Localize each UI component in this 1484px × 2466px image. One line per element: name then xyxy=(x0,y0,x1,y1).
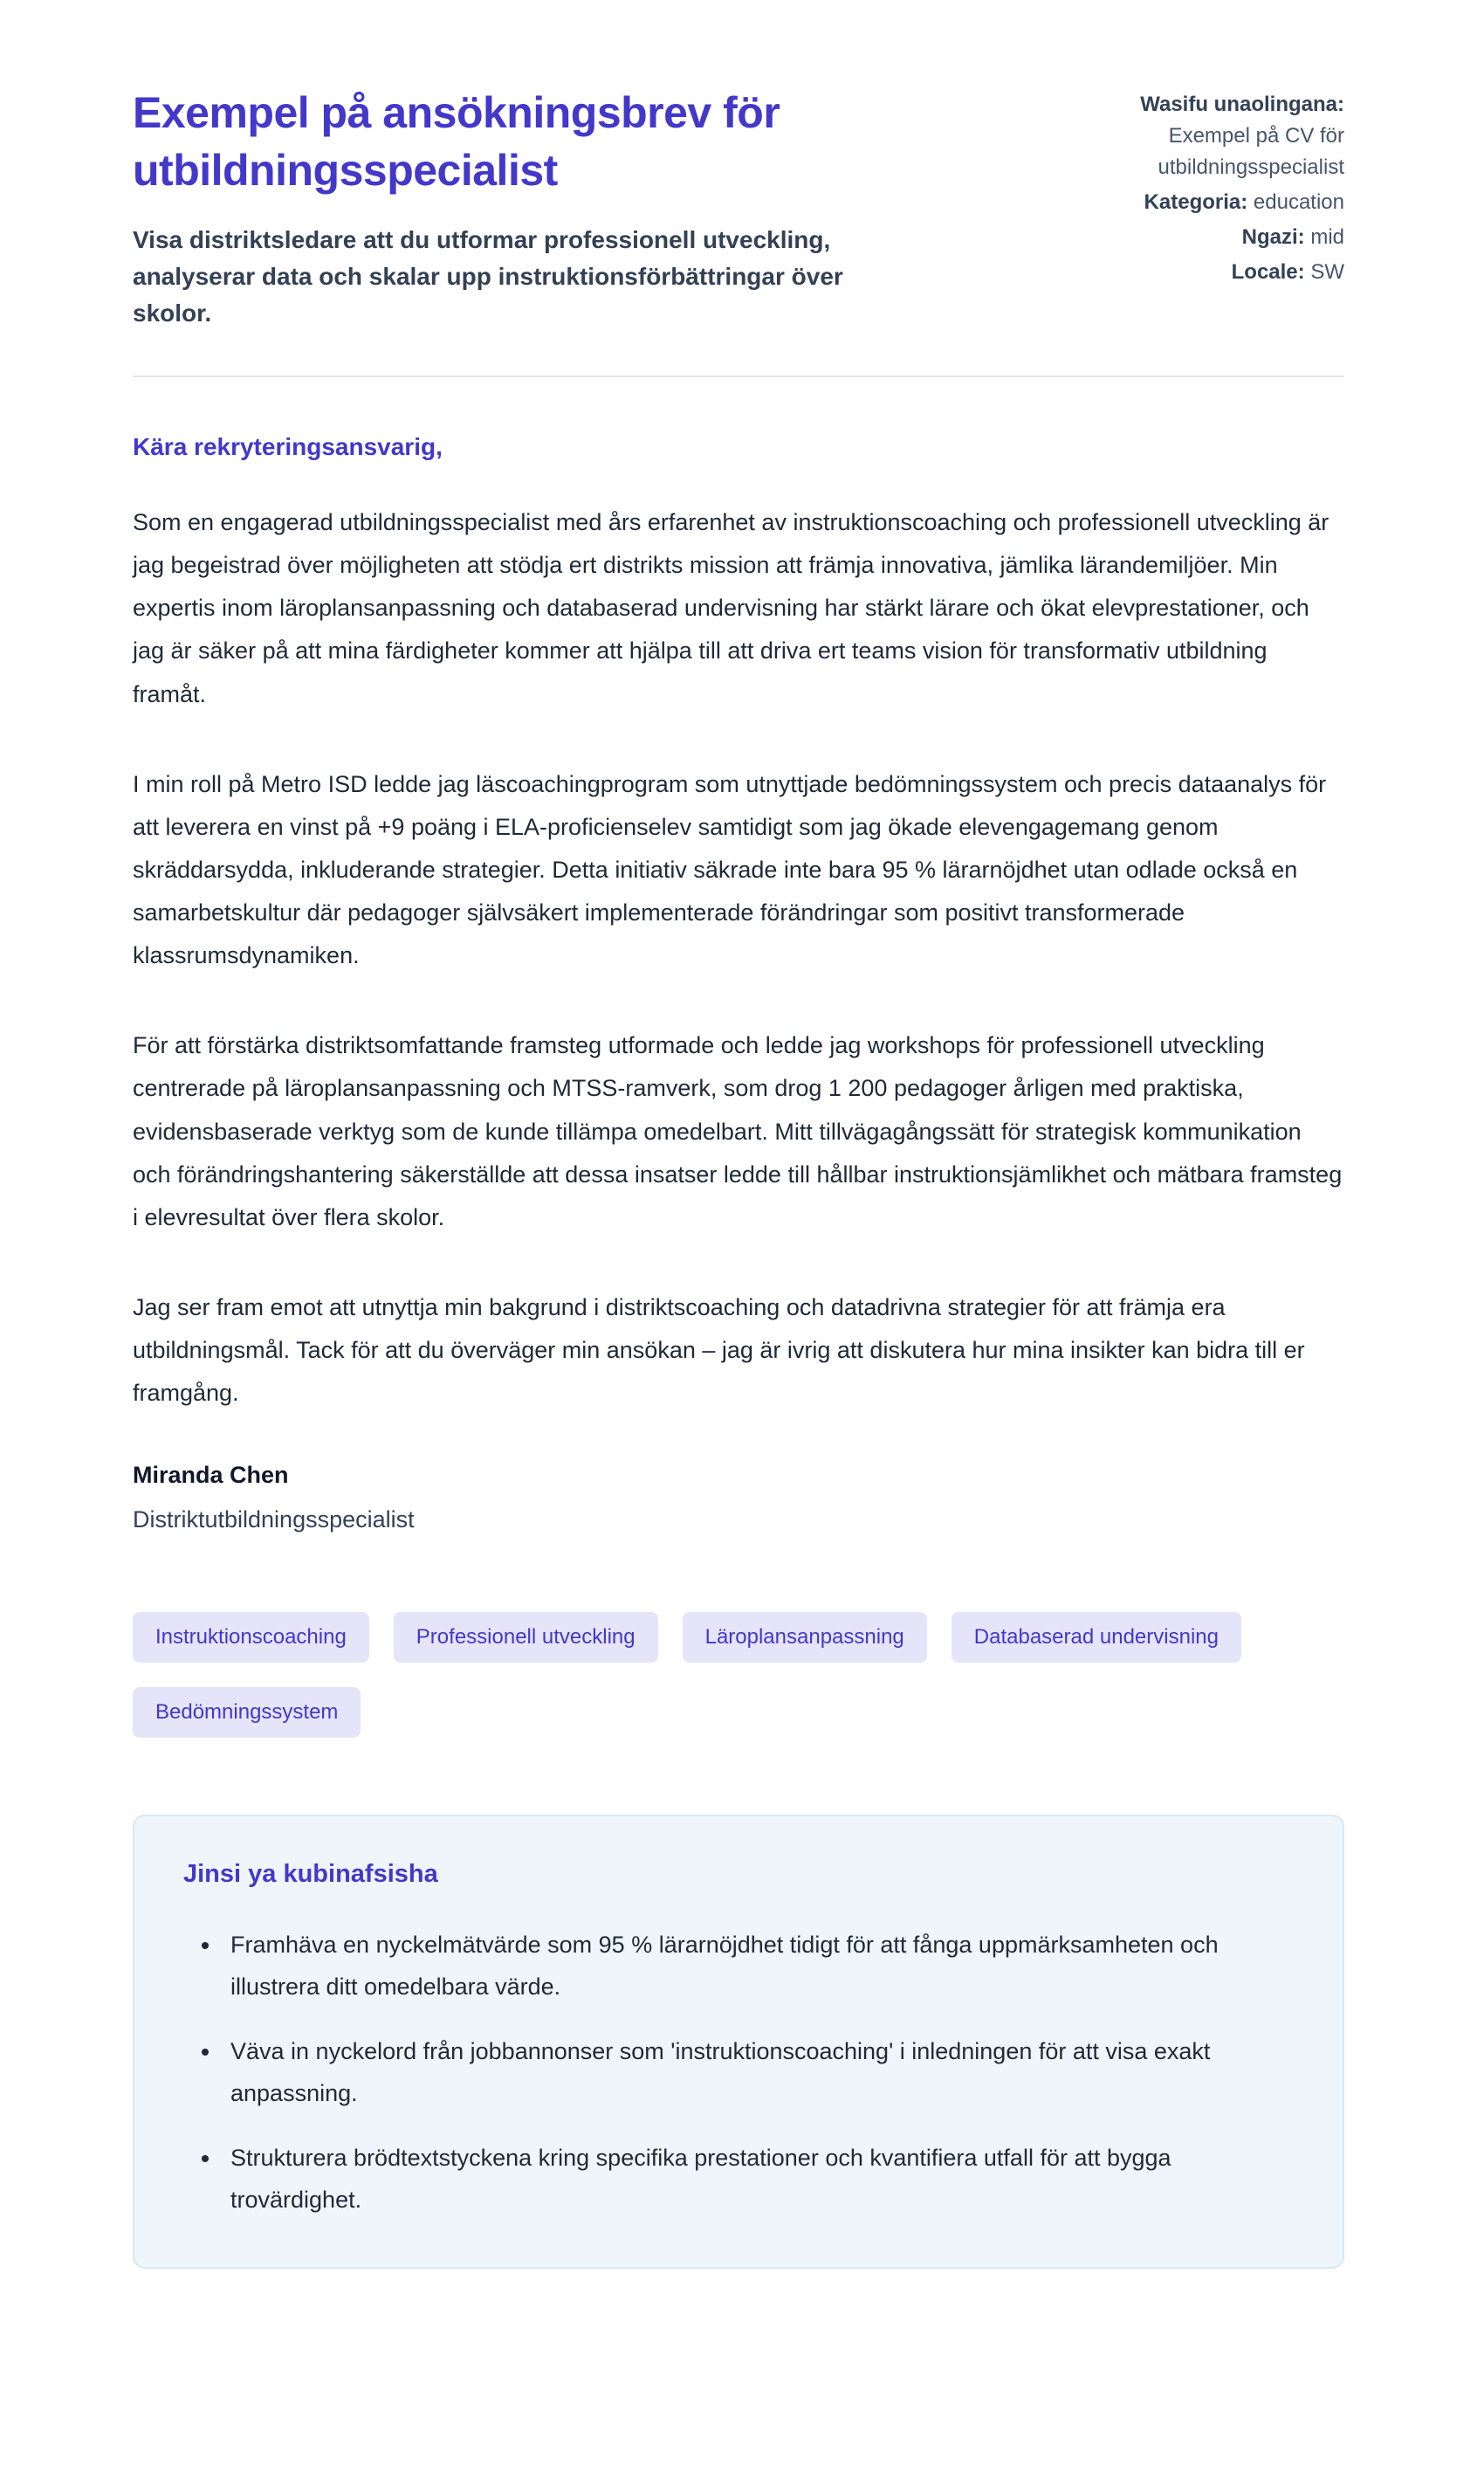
letter-paragraph-2: I min roll på Metro ISD ledde jag läscoachingprogram som utnyttjade bedömningssystem och precis dataanalys för att leverera en vinst på +9 poäng i ELA-proficienselev samtidigt som jag ökade elevengagemang genom skräddarsydda, inkluderande strategier. Detta initiativ säkrade inte bara 95 % lärarnöjdhet utan odlade också en samarbetskultur där pedagoger självsäkert implementerade förändringar som positivt transformerade klassrumsdynamiken. xyxy=(133,770,1327,969)
tag-chip-instructional-coaching: Instruktionscoaching xyxy=(133,1612,369,1663)
tip-item-1: • Framhäva en nyckelmätvärde som 95 % lärarnöjdhet tidigt för att fånga uppmärksamheten och illustrera ditt omedelbara värde. xyxy=(222,1924,1294,2008)
tips-box xyxy=(133,1815,1344,2268)
meta-value: education xyxy=(1253,190,1344,214)
meta-label: Locale: xyxy=(1231,260,1305,284)
letter-greeting: Kära rekryteringsansvarig, xyxy=(133,433,443,460)
meta-value: SW xyxy=(1310,260,1344,284)
tag-list xyxy=(133,1612,1344,1738)
meta-panel xyxy=(1082,84,1344,292)
tag-chip-data-driven-instruction: Databaserad undervisning xyxy=(952,1612,1241,1663)
meta-label: Ngazi: xyxy=(1241,225,1305,249)
tag-chip-professional-development: Professionell utveckling xyxy=(394,1612,658,1663)
meta-value: Exempel på CV för utbildningsspecialist xyxy=(1158,124,1344,179)
signature-block xyxy=(133,1462,1344,1533)
meta-item-category xyxy=(1082,187,1344,218)
page-header xyxy=(133,84,1344,377)
tip-item-2: • Väva in nyckelord från jobbannonser som 'instruktionscoaching' i inledningen för att visa exakt anpassning. xyxy=(222,2030,1294,2114)
tips-title: Jinsi ya kubinafsisha xyxy=(183,1860,438,1889)
meta-item-level xyxy=(1082,222,1344,253)
meta-label: Wasifu unaolingana: xyxy=(1140,93,1344,116)
signature-name: Miranda Chen xyxy=(133,1462,289,1489)
letter-paragraph-1: Som en engagerad utbildningsspecialist med års erfarenhet av instruktionscoaching och professionell utveckling är jag begeistrad över möjligheten att stödja ert distrikts mission att främja innovativa, jämlika lärandemiljöer. Min expertis inom läroplansanpassning och databaserad undervisning har stärkt lärare och ökat elevprestationer, och jag är säker på att mina färdigheter kommer att hjälpa till att driva ert teams vision för transformativ utbildning framåt. xyxy=(133,509,1329,707)
meta-label: Kategoria: xyxy=(1144,190,1248,214)
letter-paragraph-4: Jag ser fram emot att utnyttja min bakgrund i distriktscoaching och datadrivna strategier för att främja era utbildningsmål. Tack för att du överväger min ansökan – jag är ivrig att diskutera hur mina insikter kan bidra till er framgång. xyxy=(133,1293,1305,1407)
meta-item-matching-resume xyxy=(1082,89,1344,183)
tag-chip-curriculum-alignment: Läroplansanpassning xyxy=(683,1612,927,1663)
signature-title: Distriktutbildningsspecialist xyxy=(133,1506,415,1533)
tag-chip-assessment-systems: Bedömningssystem xyxy=(133,1687,361,1738)
tip-item-3: • Strukturera brödtextstyckena kring specifika prestationer och kvantifiera utfall för att bygga trovärdighet. xyxy=(222,2137,1294,2221)
letter-paragraph-3: För att förstärka distriktsomfattande framsteg utformade och ledde jag workshops för professionell utveckling centrerade på läroplansanpassning och MTSS-ramverk, som drog 1 200 pedagoger årligen med praktiska, evidensbaserade verktyg som de kunde tillämpa omedelbart. Mitt tillvägagångssätt för strategisk kommunikation och förändringshantering säkerställde att dessa insatser ledde till hållbar instruktionsjämlikhet och mätbara framsteg i elevresultat över flera skolor. xyxy=(133,1032,1343,1230)
header-title-block xyxy=(133,84,988,332)
meta-item-locale xyxy=(1082,257,1344,288)
letter-body xyxy=(133,433,1344,1533)
page-title: Exempel på ansökningsbrev för utbildningsspecialist xyxy=(133,88,780,195)
meta-value: mid xyxy=(1310,225,1344,249)
tips-list xyxy=(183,1924,1294,2221)
page-subtitle: Visa distriktsledare att du utformar professionell utveckling, analyserar data och skalar upp instruktionsförbättringar över skolor. xyxy=(133,226,843,327)
